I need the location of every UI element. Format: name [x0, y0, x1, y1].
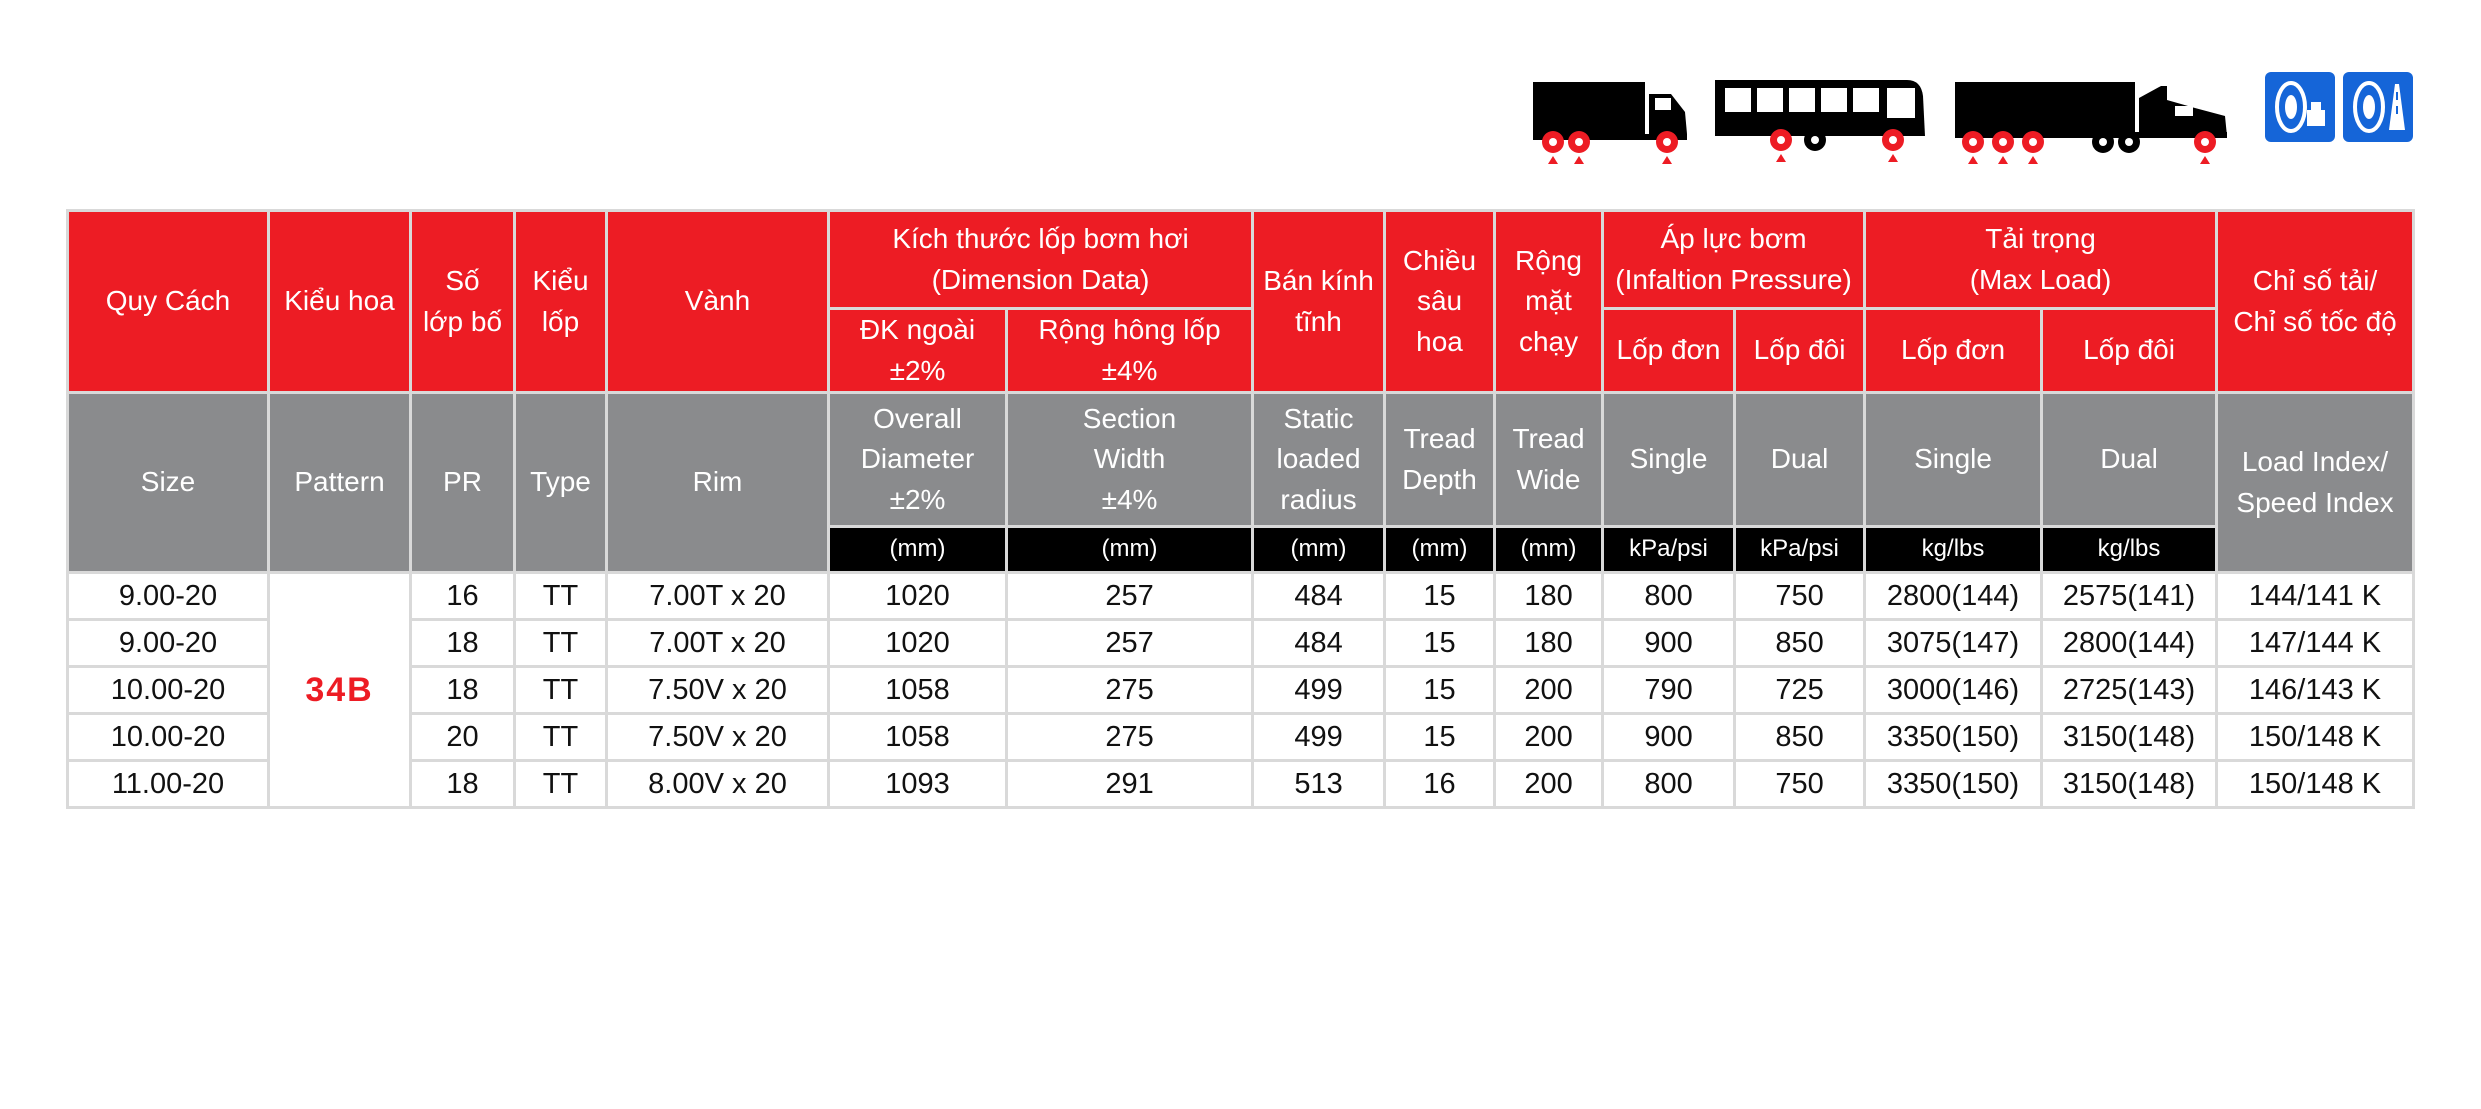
header-pattern-vi: Kiểu hoa — [269, 211, 411, 393]
cell-rim: 7.50V x 20 — [607, 667, 829, 714]
table-row — [68, 714, 2414, 761]
table-row — [68, 573, 2414, 620]
cell-tread-depth: 15 — [1385, 620, 1495, 667]
cell-static-radius: 513 — [1253, 761, 1385, 808]
cell-pr: 18 — [411, 620, 515, 667]
cell-pressure-dual: 725 — [1735, 667, 1865, 714]
cell-type: TT — [515, 620, 607, 667]
cell-tread-wide: 200 — [1495, 667, 1603, 714]
cell-pr: 20 — [411, 714, 515, 761]
header-overall-diameter-en: Overall Diameter ±2% — [829, 393, 1007, 527]
cell-load-single: 2800(144) — [1865, 573, 2042, 620]
truck-icon — [1531, 72, 1691, 168]
cell-rim: 7.00T x 20 — [607, 620, 829, 667]
unit-cell: (mm) — [1495, 527, 1603, 573]
cell-overall-diameter: 1058 — [829, 714, 1007, 761]
tire-spec-table — [66, 209, 2415, 809]
cell-pressure-dual: 850 — [1735, 620, 1865, 667]
header-load-vi: Tải trọng (Max Load) — [1865, 211, 2217, 309]
cell-pressure-single: 800 — [1603, 573, 1735, 620]
cell-load-single: 3350(150) — [1865, 761, 2042, 808]
cell-type: TT — [515, 667, 607, 714]
cell-tread-wide: 180 — [1495, 573, 1603, 620]
cell-static-radius: 484 — [1253, 620, 1385, 667]
cell-pressure-single: 900 — [1603, 714, 1735, 761]
header-rim-en: Rim — [607, 393, 829, 573]
cell-section-width: 257 — [1007, 620, 1253, 667]
cell-load-dual: 3150(148) — [2042, 761, 2217, 808]
cell-load-single: 3000(146) — [1865, 667, 2042, 714]
cell-rim: 7.50V x 20 — [607, 714, 829, 761]
header-static-radius-vi: Bán kính tĩnh — [1253, 211, 1385, 393]
header-type-en: Type — [515, 393, 607, 573]
cell-overall-diameter: 1020 — [829, 573, 1007, 620]
header-overall-diameter-vi: ĐK ngoài ±2% — [829, 309, 1007, 393]
cell-load-single: 3350(150) — [1865, 714, 2042, 761]
pattern-name: 34B — [269, 573, 411, 808]
cell-size: 9.00-20 — [68, 620, 269, 667]
cell-pressure-dual: 750 — [1735, 573, 1865, 620]
cell-pressure-dual: 750 — [1735, 761, 1865, 808]
cell-size: 10.00-20 — [68, 667, 269, 714]
unit-cell: kPa/psi — [1735, 527, 1865, 573]
table-row — [68, 620, 2414, 667]
header-load-dual-en: Dual — [2042, 393, 2217, 527]
cell-size: 10.00-20 — [68, 714, 269, 761]
header-tread-depth-vi: Chiều sâu hoa — [1385, 211, 1495, 393]
header-dimension-vi: Kích thước lốp bơm hơi (Dimension Data) — [829, 211, 1253, 309]
cell-rim: 7.00T x 20 — [607, 573, 829, 620]
cell-section-width: 275 — [1007, 667, 1253, 714]
header-tread-wide-en: Tread Wide — [1495, 393, 1603, 527]
header-pattern-en: Pattern — [269, 393, 411, 573]
header-static-radius-en: Static loaded radius — [1253, 393, 1385, 527]
unit-cell: kg/lbs — [1865, 527, 2042, 573]
cell-type: TT — [515, 761, 607, 808]
cell-tread-depth: 15 — [1385, 714, 1495, 761]
cell-tread-depth: 15 — [1385, 667, 1495, 714]
cell-load-dual: 2575(141) — [2042, 573, 2217, 620]
cell-overall-diameter: 1020 — [829, 620, 1007, 667]
bus-icon — [1711, 72, 1931, 168]
unit-cell: (mm) — [829, 527, 1007, 573]
header-section-width-en: Section Width ±4% — [1007, 393, 1253, 527]
cell-section-width: 291 — [1007, 761, 1253, 808]
semi-truck-icon — [1953, 72, 2233, 168]
header-pressure-dual-en: Dual — [1735, 393, 1865, 527]
header-tread-wide-vi: Rộng mặt chạy — [1495, 211, 1603, 393]
header-pressure-dual-vi: Lốp đôi — [1735, 309, 1865, 393]
header-pressure-vi: Áp lực bơm (Infaltion Pressure) — [1603, 211, 1865, 309]
cell-pressure-dual: 850 — [1735, 714, 1865, 761]
cell-tread-wide: 180 — [1495, 620, 1603, 667]
cell-static-radius: 499 — [1253, 714, 1385, 761]
unit-cell: kg/lbs — [2042, 527, 2217, 573]
cell-load-dual: 2725(143) — [2042, 667, 2217, 714]
table-row — [68, 667, 2414, 714]
header-type-vi: Kiểu lốp — [515, 211, 607, 393]
cell-tread-depth: 16 — [1385, 761, 1495, 808]
header-pr-en: PR — [411, 393, 515, 573]
cell-load-dual: 2800(144) — [2042, 620, 2217, 667]
cell-pr: 18 — [411, 761, 515, 808]
cell-pressure-single: 790 — [1603, 667, 1735, 714]
header-index-en: Load Index/ Speed Index — [2217, 393, 2414, 573]
cell-static-radius: 499 — [1253, 667, 1385, 714]
cell-rim: 8.00V x 20 — [607, 761, 829, 808]
highway-tire-icon — [2343, 72, 2413, 142]
header-tread-depth-en: Tread Depth — [1385, 393, 1495, 527]
cell-load-dual: 3150(148) — [2042, 714, 2217, 761]
unit-cell: (mm) — [1385, 527, 1495, 573]
cell-tread-wide: 200 — [1495, 714, 1603, 761]
cell-size: 11.00-20 — [68, 761, 269, 808]
header-load-single-en: Single — [1865, 393, 2042, 527]
cell-section-width: 275 — [1007, 714, 1253, 761]
cell-overall-diameter: 1093 — [829, 761, 1007, 808]
cell-index: 150/148 K — [2217, 761, 2414, 808]
cell-index: 150/148 K — [2217, 714, 2414, 761]
table-row — [68, 761, 2414, 808]
header-size-en: Size — [68, 393, 269, 573]
cell-static-radius: 484 — [1253, 573, 1385, 620]
header-section-width-vi: Rộng hông lốp ±4% — [1007, 309, 1253, 393]
header-rim-vi: Vành — [607, 211, 829, 393]
unit-cell: (mm) — [1007, 527, 1253, 573]
cell-overall-diameter: 1058 — [829, 667, 1007, 714]
cell-pressure-single: 800 — [1603, 761, 1735, 808]
unit-cell: (mm) — [1253, 527, 1385, 573]
cell-tread-wide: 200 — [1495, 761, 1603, 808]
cell-pr: 18 — [411, 667, 515, 714]
header-load-dual-vi: Lốp đôi — [2042, 309, 2217, 393]
header-pressure-single-en: Single — [1603, 393, 1735, 527]
header-load-single-vi: Lốp đơn — [1865, 309, 2042, 393]
cell-type: TT — [515, 714, 607, 761]
cell-tread-depth: 15 — [1385, 573, 1495, 620]
cell-index: 144/141 K — [2217, 573, 2414, 620]
cell-type: TT — [515, 573, 607, 620]
header-pr-vi: Số lớp bố — [411, 211, 515, 393]
cell-size: 9.00-20 — [68, 573, 269, 620]
unit-cell: kPa/psi — [1603, 527, 1735, 573]
cell-load-single: 3075(147) — [1865, 620, 2042, 667]
vehicle-icons — [1525, 72, 2425, 172]
header-size-vi: Quy Cách — [68, 211, 269, 393]
cell-pr: 16 — [411, 573, 515, 620]
cell-section-width: 257 — [1007, 573, 1253, 620]
header-pressure-single-vi: Lốp đơn — [1603, 309, 1735, 393]
cell-pressure-single: 900 — [1603, 620, 1735, 667]
header-index-vi: Chỉ số tải/ Chỉ số tốc độ — [2217, 211, 2414, 393]
regional-tire-icon — [2265, 72, 2335, 142]
cell-index: 147/144 K — [2217, 620, 2414, 667]
cell-index: 146/143 K — [2217, 667, 2414, 714]
